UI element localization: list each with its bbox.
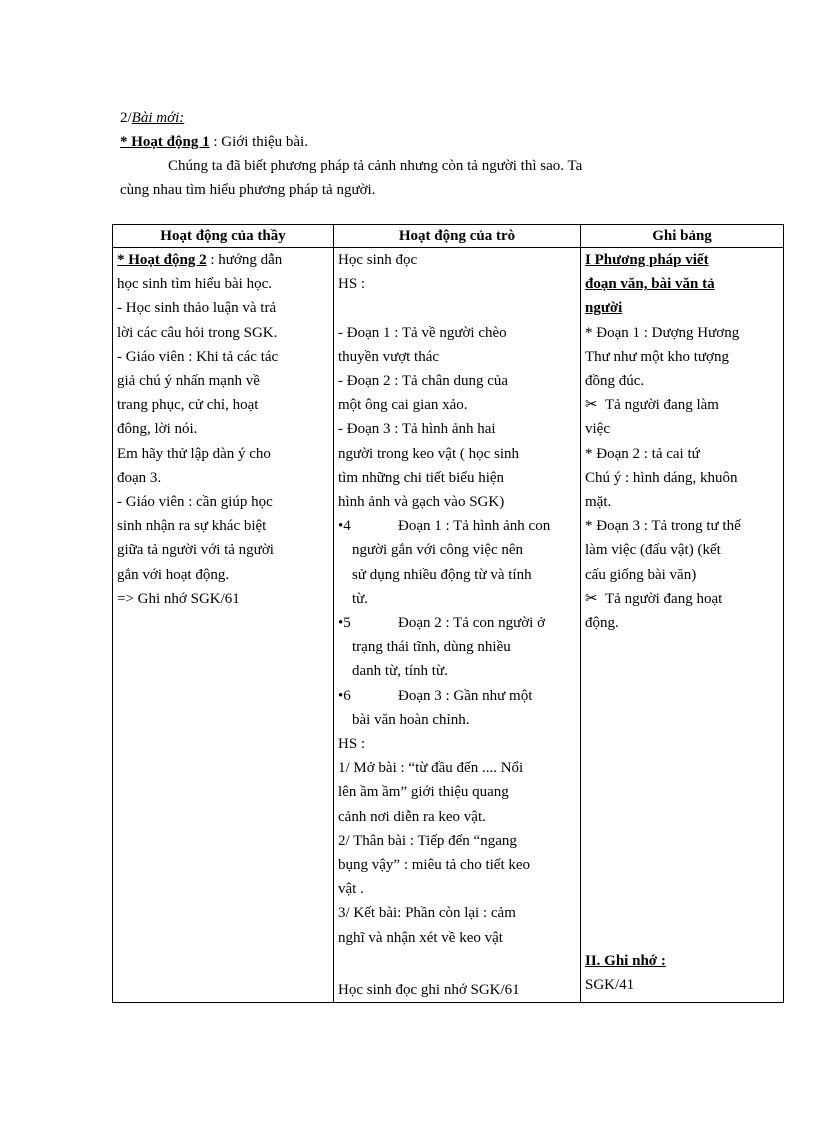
student-line: bụng vậy” : miêu tả cho tiết keo [338,857,531,874]
board-scissor-line [585,587,779,611]
bullet-mark: •4 [338,518,351,535]
bullet-mark: •5 [338,615,351,632]
board-line: * Đoạn 2 : tả cai tứ [585,445,700,462]
bullet-line: từ. [352,590,369,607]
section-title: Bài mới: [131,110,185,126]
student-line: hình ảnh và gạch vào SGK) [338,494,505,511]
teacher-line: trang phục, cử chỉ, hoạt [117,397,259,414]
student-line: - Đoạn 1 : Tả về người chèo [338,324,507,341]
teacher-line: học sinh tìm hiểu bài học. [117,276,272,293]
teacher-line: - Giáo viên : Khi tả các tác [117,348,279,365]
board-scissor-text: Tả người đang hoạt [605,590,723,607]
intro-paragraph-line-1: Chúng ta đã biết phương pháp tả cảnh nhưng còn tả người thì sao. Ta [168,158,583,174]
bullet-item-1 [338,514,576,611]
teacher-line: - Giáo viên : cần giúp học [117,494,273,511]
table-header-row [113,225,784,248]
teacher-lines [117,272,329,611]
board-final-line: SGK/41 [585,977,635,994]
bullet-line: người gắn với công việc nên [352,542,524,559]
header-teacher: Hoạt động của thầy [113,225,334,248]
intro-paragraph-line-2: cùng nhau tìm hiểu phương pháp tả người. [120,182,376,198]
board-heading-2: II. Ghi nhớ : [585,953,666,970]
student-line: lên ầm ầm” giới thiệu quang [338,784,509,801]
table-body-row [113,248,784,1003]
activity1-label: * Hoạt động 1 [120,134,210,150]
lesson-table [112,224,784,1003]
header-board: Ghi bảng [581,225,784,248]
bullet-text: Đoạn 2 : Tả con người ở [398,615,546,632]
board-heading-line: đoạn văn, bài văn tả [585,276,715,293]
student-final-line: Học sinh đọc ghi nhớ SGK/61 [338,982,520,999]
teacher-line: lời các câu hỏi trong SGK. [117,324,278,341]
activity1-text: : Giới thiệu bài. [209,134,308,150]
bullet-item-3 [338,684,576,732]
teacher-line: Em hãy thử lập dàn ý cho [117,445,271,462]
board-heading-line: người [585,300,623,317]
student-line: một ông cai gian xảo. [338,397,468,414]
activity2-line [117,248,329,272]
scissors-icon: ✂ [585,590,598,607]
teacher-line: - Học sinh thảo luận và trả [117,300,277,317]
board-scissor-line [585,393,779,417]
board-scissor-text: Tả người đang làm [605,397,719,414]
spacer [338,296,576,320]
student-line: thuyền vượt thác [338,348,440,365]
bullet-item-2 [338,611,576,684]
bullet-text: Đoạn 3 : Gần như một [398,687,533,704]
teacher-line: giữa tả người với tả người [117,542,274,559]
activity1-line [120,130,720,154]
teacher-line: đông, lời nói. [117,421,198,438]
activity2-text: : hướng dẫn [206,252,283,268]
spacer [338,950,576,974]
board-line: * Đoạn 1 : Dượng Hương [585,324,740,341]
board-heading [585,248,779,321]
header-student: Hoạt động của trò [334,225,581,248]
bullet-mark: •6 [338,687,351,704]
student-line: HS : [338,276,366,293]
board-line: đồng đúc. [585,373,645,390]
student-line: 2/ Thân bài : Tiếp đến “ngang [338,832,517,849]
teacher-line: => Ghi nhớ SGK/61 [117,590,240,607]
spacer [585,635,779,949]
student-line: cảnh nơi diễn ra keo vật. [338,808,486,825]
scissors-icon: ✂ [585,397,598,414]
student-line: 3/ Kết bài: Phần còn lại : cảm [338,905,516,922]
student-line: HS : [338,736,366,753]
student-line: - Đoạn 2 : Tả chân dung của [338,373,509,389]
activity2-label: * Hoạt động 2 [117,252,207,268]
teacher-line: đoạn 3. [117,469,162,486]
board-line: việc [585,421,610,438]
teacher-line: sinh nhận ra sự khác biệt [117,518,267,535]
board-cell [581,248,784,1003]
bullet-line: sử dụng nhiều động từ và tính [352,566,532,583]
board-line: làm việc (đấu vật) (kết [585,542,721,559]
section-heading [120,106,720,130]
board-line: * Đoạn 3 : Tả trong tư thế [585,518,741,535]
student-cell [334,248,581,1003]
student-line: vật . [338,881,364,898]
bullet-line: bài văn hoàn chỉnh. [352,711,470,728]
student-line: 1/ Mở bài : “từ đầu đến .... Nổi [338,760,524,777]
student-line: nghĩ và nhận xét về keo vật [338,929,503,946]
board-line: Thư như một kho tượng [585,348,729,365]
section-number: 2/ [120,110,132,126]
teacher-line: gắn với hoạt động. [117,566,230,583]
bullet-text: Đoạn 1 : Tả hình ảnh con [398,518,551,535]
board-line: mặt. [585,494,612,511]
teacher-line: giả chú ý nhấn mạnh về [117,373,260,390]
student-line: - Đoạn 3 : Tả hình ảnh hai [338,421,496,438]
teacher-cell [113,248,334,1003]
student-line: Học sinh đọc [338,252,418,268]
board-line: cấu giống bài văn) [585,566,697,583]
intro-section [120,106,720,202]
board-line: động. [585,615,619,632]
student-line: người trong keo vật ( học sinh [338,445,520,462]
board-heading-line: I Phương pháp viết [585,252,709,268]
student-line: tìm những chi tiết biểu hiện [338,469,505,486]
board-line: Chú ý : hình dáng, khuôn [585,469,738,486]
bullet-line: danh từ, tính từ. [352,663,448,680]
bullet-line: trạng thái tĩnh, dùng nhiều [352,639,511,656]
